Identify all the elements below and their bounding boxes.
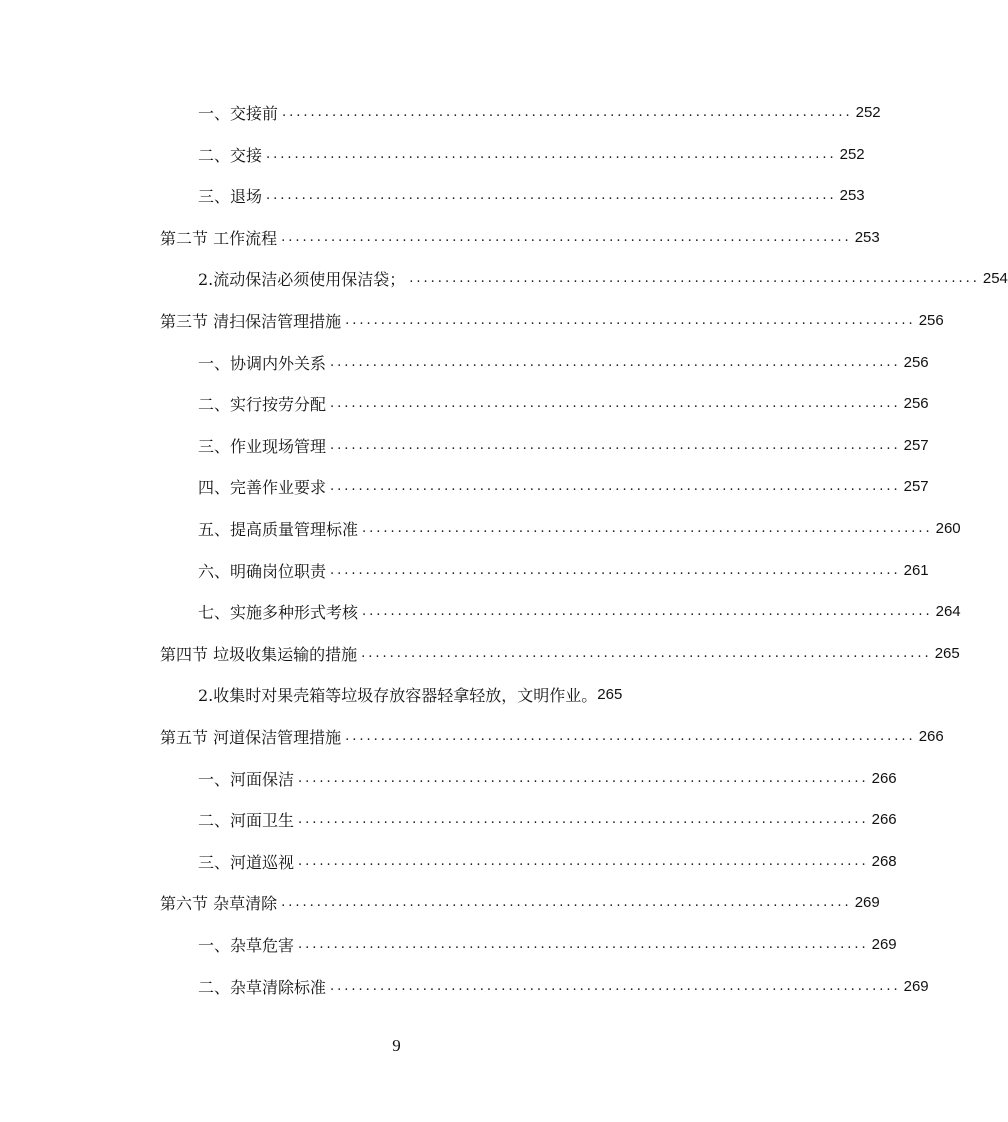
toc-entry-label: 二、实行按劳分配 [198, 394, 327, 414]
toc-entry[interactable] [198, 179, 865, 211]
toc-leader-dots: ................................................................................ [298, 770, 869, 786]
toc-entry[interactable] [160, 720, 944, 752]
toc-entry-label: 一、协调内外关系 [198, 353, 327, 373]
toc-entry-page: 256 [903, 394, 929, 412]
toc-entry-label: 三、河道巡视 [198, 852, 295, 872]
toc-entry[interactable] [198, 970, 929, 1002]
toc-entry[interactable] [198, 138, 865, 170]
toc-entry-page: 266 [871, 810, 897, 828]
toc-leader-dots: ................................................................................ [298, 936, 869, 952]
toc-leader-dots: ................................................................................ [361, 645, 932, 661]
toc-entry-label: 一、河面保洁 [198, 769, 295, 789]
toc-leader-dots: ................................................................................ [409, 270, 980, 286]
toc-entry-label: 三、退场 [198, 186, 263, 206]
toc-entry-label: 二、杂草清除标准 [198, 977, 327, 997]
toc-leader-dots: ................................................................................ [330, 478, 901, 494]
toc-leader-dots: ................................................................................ [330, 437, 901, 453]
toc-entry-page: 268 [871, 852, 897, 870]
toc-entry[interactable] [198, 554, 929, 586]
toc-entry-page: 260 [935, 519, 961, 537]
toc-leader-dots: ................................................................................ [282, 104, 853, 120]
toc-entry-page: 253 [839, 186, 865, 204]
toc-entry-label: 2.收集时对果壳箱等垃圾存放容器轻拿轻放，文明作业。 [198, 685, 598, 705]
toc-entry-label: 四、完善作业要求 [198, 477, 327, 497]
toc-entry-label: 六、明确岗位职责 [198, 561, 327, 581]
toc-entry[interactable] [198, 470, 929, 502]
toc-entry-label: 第四节 垃圾收集运输的措施 [160, 644, 358, 664]
toc-entry[interactable] [198, 387, 929, 419]
toc-leader-dots: ................................................................................ [266, 146, 837, 162]
toc-entry-page: 269 [854, 893, 880, 911]
toc-entry-label: 第五节 河道保洁管理措施 [160, 727, 342, 747]
toc-entry-page: 269 [871, 935, 897, 953]
toc-entry[interactable] [198, 803, 897, 835]
toc-leader-dots: ................................................................................ [266, 187, 837, 203]
toc-entry-page: 266 [871, 769, 897, 787]
toc-entry[interactable] [198, 96, 881, 128]
toc-entry-label: 七、实施多种形式考核 [198, 602, 359, 622]
toc-entry-page: 254 [982, 269, 1008, 287]
toc-leader-dots: ................................................................................ [362, 603, 933, 619]
toc-entry[interactable] [160, 637, 960, 669]
toc-entry[interactable] [198, 762, 897, 794]
toc-entry-label: 三、作业现场管理 [198, 436, 327, 456]
toc-entry-page: 261 [903, 561, 929, 579]
toc-entry-page: 265 [934, 644, 960, 662]
toc-entry-label: 二、交接 [198, 145, 263, 165]
toc-leader-dots: ................................................................................ [281, 229, 852, 245]
toc-entry-page: 256 [903, 353, 929, 371]
toc-leader-dots: ................................................................................ [298, 811, 869, 827]
toc-entry[interactable] [160, 221, 880, 253]
toc-entry[interactable] [198, 512, 961, 544]
toc-leader-dots: ................................................................................ [330, 354, 901, 370]
toc-entry-label: 第三节 清扫保洁管理措施 [160, 311, 342, 331]
toc-entry[interactable] [198, 845, 897, 877]
toc-entry[interactable] [198, 928, 897, 960]
toc-entry[interactable] [198, 429, 929, 461]
page-number: 9 [392, 1036, 401, 1055]
toc-leader-dots: ................................................................................ [330, 395, 901, 411]
toc-entry-label: 第六节 杂草清除 [160, 893, 278, 913]
toc-entry-label: 二、河面卫生 [198, 810, 295, 830]
toc-entry-label: 五、提高质量管理标准 [198, 519, 359, 539]
toc-leader-dots: ................................................................................ [281, 894, 852, 910]
toc-entry[interactable] [160, 886, 880, 918]
toc-entry[interactable] [198, 262, 1008, 294]
toc-entry[interactable] [198, 678, 690, 710]
toc-entry-label: 2.流动保洁必须使用保洁袋； [198, 269, 406, 289]
toc-entry-page: 257 [903, 436, 929, 454]
toc-leader-dots: ................................................................................ [362, 520, 933, 536]
toc-entry-page: 252 [839, 145, 865, 163]
toc-entry-page: 264 [935, 602, 961, 620]
toc-entry-page: 269 [903, 977, 929, 995]
toc-entry-label: 一、杂草危害 [198, 935, 295, 955]
toc-entry-page: 253 [854, 228, 880, 246]
toc-leader-dots: ................................................................................ [330, 562, 901, 578]
toc-entry-label: 第二节 工作流程 [160, 228, 278, 248]
toc-entry-label: 一、交接前 [198, 103, 279, 123]
toc-leader-dots: ................................................................................ [345, 728, 916, 744]
toc-entry-page: 257 [903, 477, 929, 495]
toc-leader-dots: ................................................................................ [298, 853, 869, 869]
toc-leader-dots: ................................................................................ [345, 312, 916, 328]
toc-entry-page: 252 [855, 103, 881, 121]
toc-entry-page: 266 [918, 727, 944, 745]
toc-entry-page: 265 [597, 685, 623, 703]
toc-entry[interactable] [160, 304, 944, 336]
toc-entry-page: 256 [918, 311, 944, 329]
toc-entry[interactable] [198, 346, 929, 378]
toc-entry[interactable] [198, 595, 961, 627]
toc-leader-dots: ................................................................................ [330, 978, 901, 994]
